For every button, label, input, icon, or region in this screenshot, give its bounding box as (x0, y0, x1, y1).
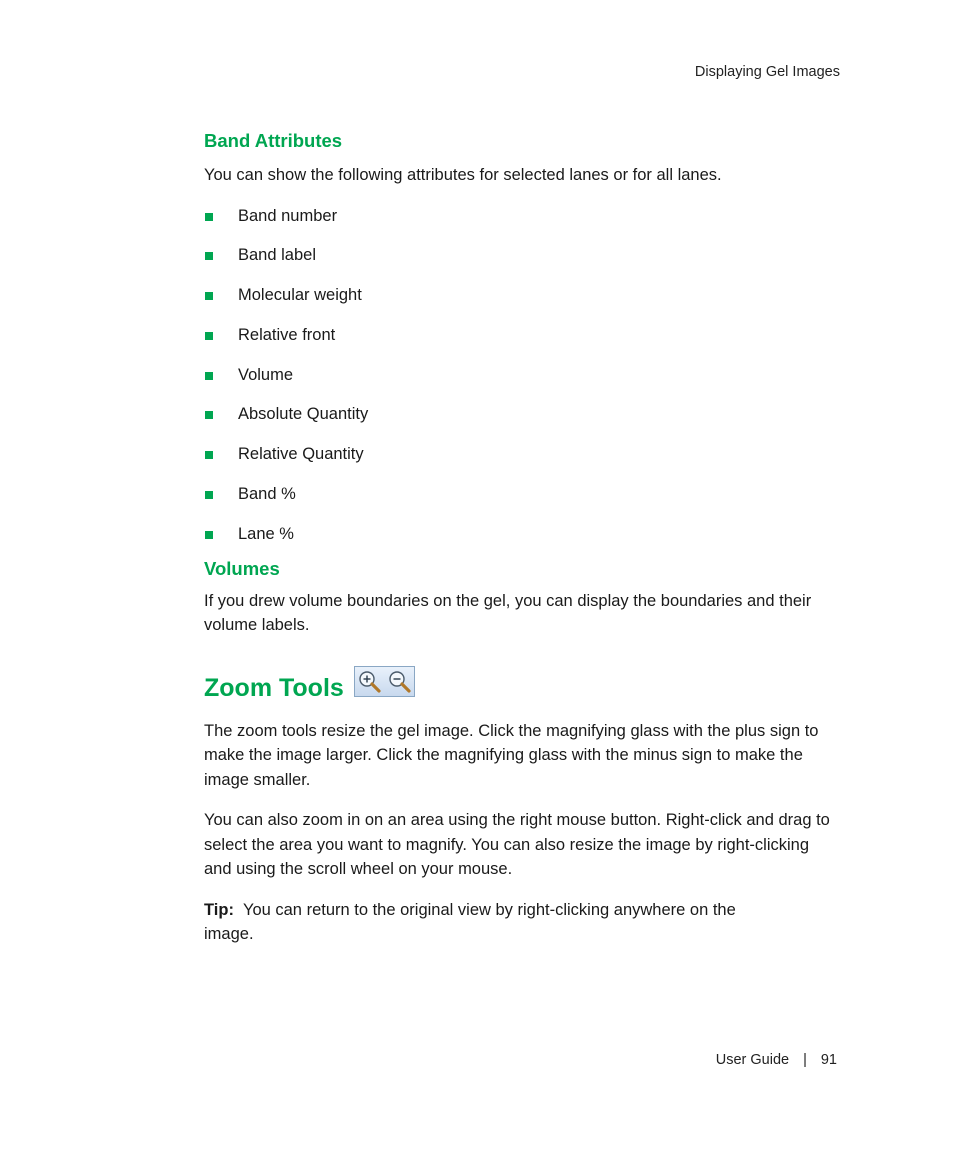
list-item (204, 522, 840, 546)
list-item-label: Band % (238, 485, 296, 504)
list-item-label: Band label (238, 246, 316, 265)
zoom-icons-svg (355, 667, 416, 698)
zoom-tools-title: Zoom Tools (204, 673, 344, 702)
list-item-label: Volume (238, 365, 294, 384)
zoom-tools-heading (204, 672, 840, 703)
list-item (204, 283, 840, 307)
page-content (204, 130, 840, 947)
footer-guide-label: User Guide (715, 1052, 790, 1068)
list-item (204, 363, 840, 387)
footer-separator: | (803, 1052, 807, 1068)
zoom-out-icon[interactable] (390, 672, 409, 691)
list-item (204, 442, 840, 466)
bullet-square-icon (205, 252, 213, 260)
zoom-tools-para1: The zoom tools resize the gel image. Click the magnifying glass with the plus sign to make the image larger. Click the magnifying glass with the minus sign to make the image smaller. (204, 721, 819, 789)
band-attributes-heading: Band Attributes (204, 130, 343, 151)
bullet-square-icon (205, 372, 213, 380)
bullet-square-icon (205, 451, 213, 459)
zoom-toolbar (354, 666, 415, 697)
list-item (204, 243, 840, 267)
band-attributes-list (204, 204, 840, 546)
band-attributes-intro: You can show the following attributes for selected lanes or for all lanes. (204, 166, 722, 184)
list-item-label: Lane % (238, 524, 294, 543)
list-item-label: Relative Quantity (238, 445, 364, 464)
zoom-in-icon[interactable] (360, 672, 379, 691)
list-item (204, 323, 840, 347)
bullet-square-icon (205, 491, 213, 499)
volumes-heading: Volumes (204, 557, 280, 579)
list-item (204, 204, 840, 228)
list-item (204, 482, 840, 506)
volumes-body: If you drew volume boundaries on the gel, you can display the boundaries and their volume labels. (204, 591, 812, 635)
bullet-square-icon (205, 332, 213, 340)
zoom-tools-para2: You can also zoom in on an area using the right mouse button. Right-click and drag to select the area you want to magnify. You can also resize the image by right-clicking and using the scroll wheel on your mouse. (204, 811, 830, 879)
list-item-label: Absolute Quantity (238, 405, 369, 424)
list-item-label: Molecular weight (238, 286, 362, 305)
tip-text: You can return to the original view by right-clicking anywhere on the image. (204, 900, 736, 944)
page-footer (716, 1052, 837, 1068)
bullet-square-icon (205, 292, 213, 300)
list-item-label: Band number (238, 206, 338, 225)
bullet-square-icon (205, 213, 213, 221)
tip-label: Tip: (204, 900, 234, 919)
list-item (204, 402, 840, 426)
page-number: 91 (820, 1052, 837, 1068)
bullet-square-icon (205, 411, 213, 419)
tip-paragraph (204, 898, 774, 947)
bullet-square-icon (205, 531, 213, 539)
running-header: Displaying Gel Images (694, 64, 840, 80)
list-item-label: Relative front (238, 325, 336, 344)
